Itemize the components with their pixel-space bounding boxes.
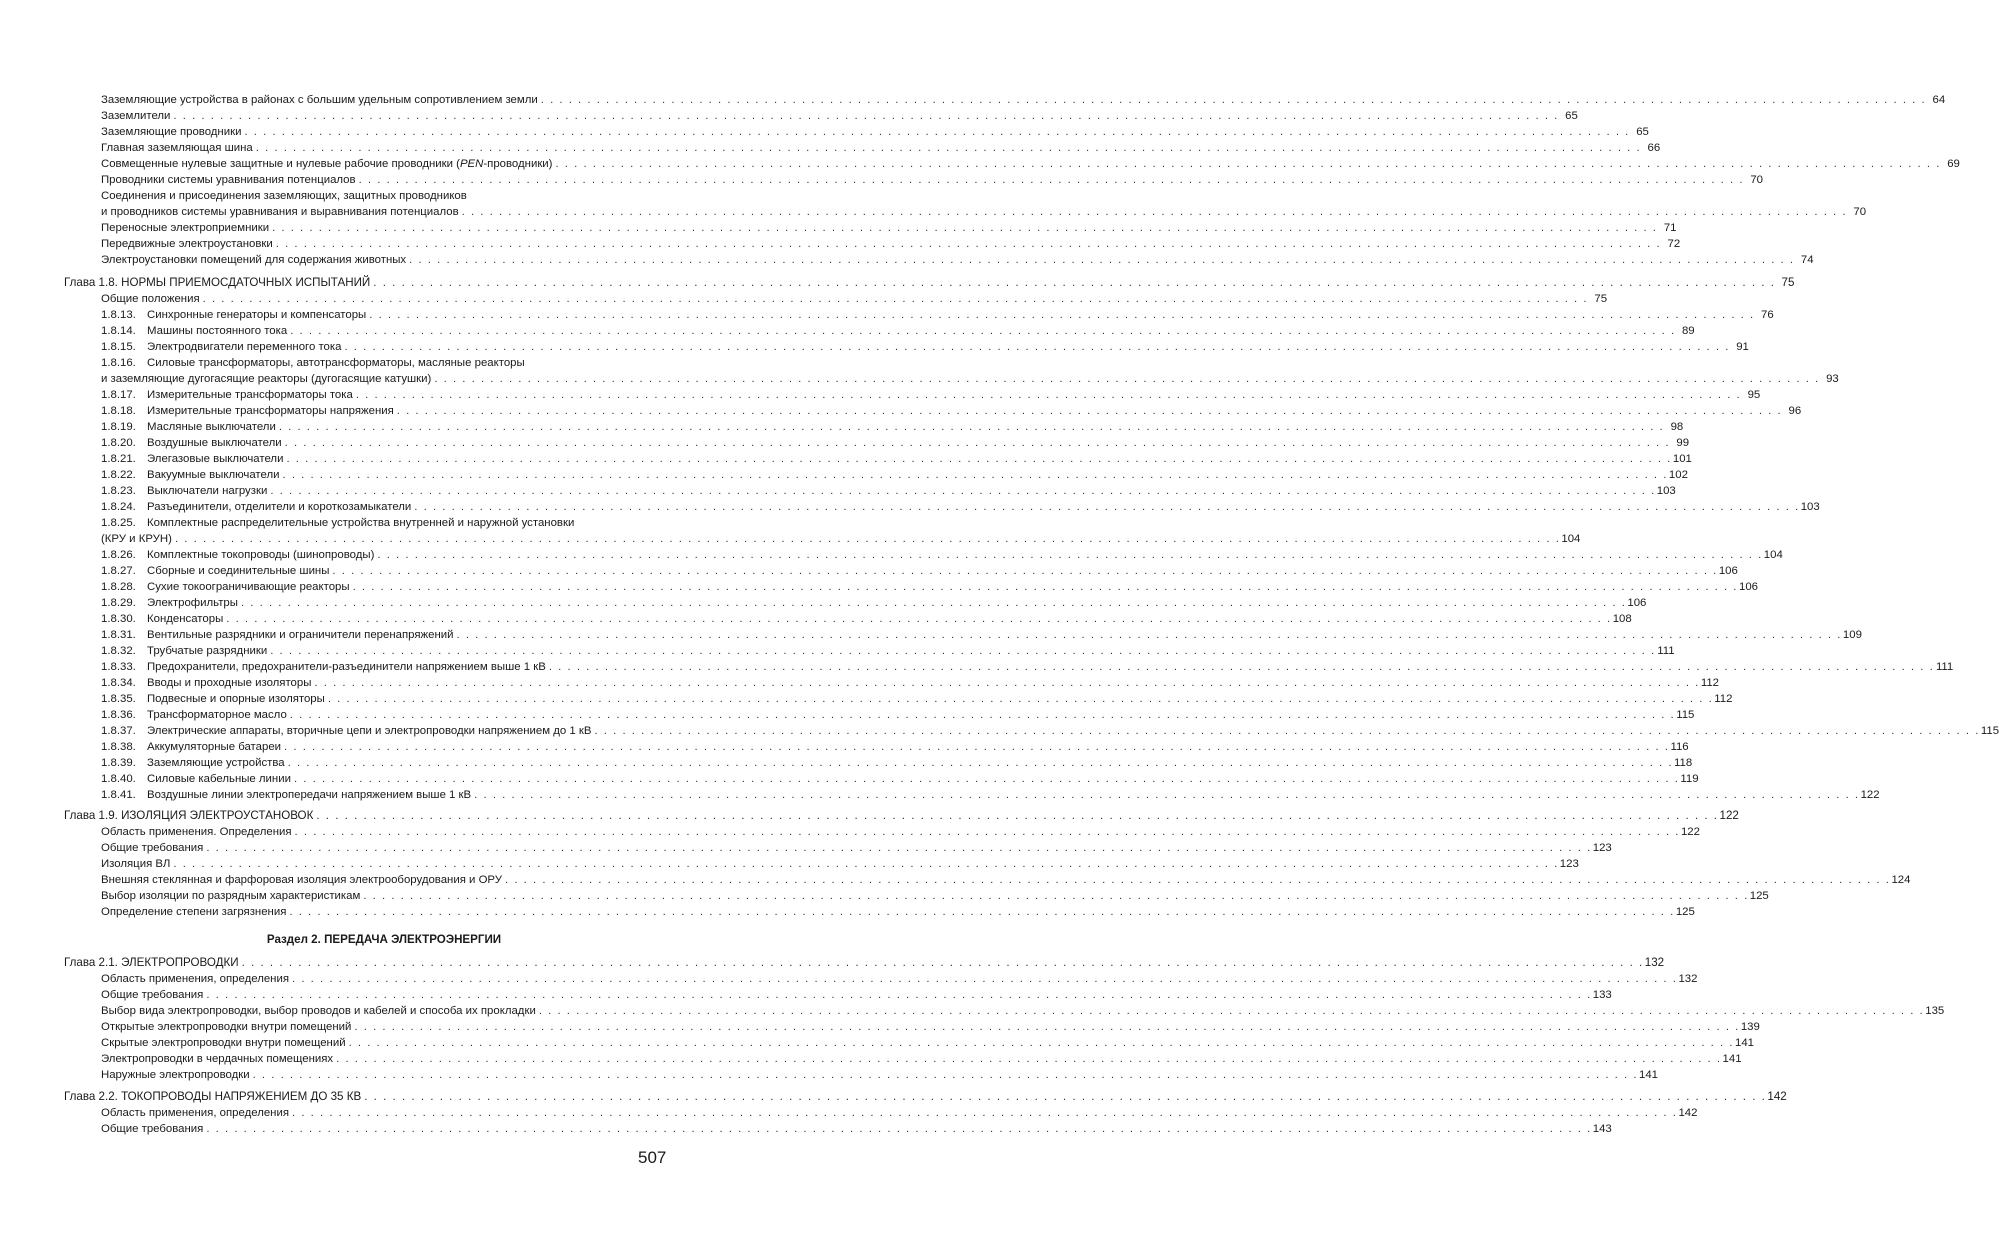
entry-title: Вводы и проходные изоляторы [147,677,312,689]
entry-title: Открытые электропроводки внутри помещений [101,1021,352,1033]
toc-entry[interactable] [101,987,1612,1003]
entry-page-number: 104 [1763,549,1783,561]
toc-entry[interactable] [101,739,1689,755]
entry-page-number: 132 [1644,956,1665,969]
entry-title: Элегазовые выключатели [147,453,284,465]
toc-entry[interactable] [101,611,1632,627]
entry-page-number: 123 [1592,842,1612,854]
entry-page-number: 142 [1767,1090,1787,1103]
entry-title: Электродвигатели переменного тока [147,341,342,353]
entry-title: Выбор изоляции по разрядным характеристикам [101,890,361,902]
entry-number: 1.8.29. [101,597,136,609]
dot-leader [594,723,1979,739]
entry-page-number: 115 [1980,725,1999,737]
entry-page-number: 69 [1947,158,1960,170]
toc-entry[interactable] [101,92,1946,108]
entry-page-number: 141 [1722,1053,1742,1065]
entry-number: 1.8.37. [101,725,136,737]
entry-title: Трубчатые разрядники [147,645,268,657]
toc-entry[interactable] [101,1121,1612,1137]
toc-entry[interactable] [101,971,1698,987]
entry-title: Трансформаторное масло [147,709,287,721]
entry-page-number: 75 [1781,276,1795,289]
dot-leader [541,92,1926,108]
dot-leader [292,971,1677,987]
entry-title: Совмещенные нулевые защитные и нулевые рабочие проводники (PEN-проводники) [101,158,553,170]
dot-leader [369,307,1754,323]
toc-entry[interactable] [101,824,1700,840]
dot-leader [282,467,1667,483]
entry-title: Проводники системы уравнивания потенциалов [101,174,356,186]
entry-title: Измерительные трансформаторы тока [147,389,353,401]
entry-number: 1.8.16. [101,357,136,369]
dot-leader [173,856,1558,872]
toc-entry[interactable] [101,787,1880,803]
toc-entry[interactable] [101,691,1733,707]
entry-title: Предохранители, предохранители-разъединители напряжением выше 1 кВ [147,661,546,673]
entry-title: и проводников системы уравнивания и выравнивания потенциалов [101,206,459,218]
dot-leader [284,739,1669,755]
entry-page-number: 106 [1718,565,1738,577]
entry-number: 1.8.40. [101,773,136,785]
dot-leader [373,275,1775,291]
toc-entry[interactable] [101,1051,1742,1067]
entry-page-number: 115 [1676,709,1695,721]
toc-entry[interactable] [101,483,1676,499]
toc-entry-title-line [101,515,574,531]
entry-title: Силовые трансформаторы, автотрансформаторы, масляные реакторы [147,357,525,369]
entry-number: 1.8.36. [101,709,136,721]
entry-title: Электропроводки в чердачных помещениях [101,1053,334,1065]
entry-page-number: 65 [1636,126,1649,138]
entry-page-number: 72 [1667,238,1681,250]
toc-entry[interactable] [101,172,1763,188]
chapter-title: Глава 1.9. ИЗОЛЯЦИЯ ЭЛЕКТРОУСТАНОВОК [64,809,314,822]
entry-page-number: 133 [1592,989,1612,1001]
chapter-2-1[interactable] [64,955,1665,971]
toc-entry-title-line: Соединения и присоединения заземляющих, защитных проводников [101,190,467,202]
toc-entry[interactable] [101,755,1693,771]
dot-leader [290,323,1675,339]
toc-entry[interactable] [101,371,1839,387]
entry-number: 1.8.26. [101,549,136,561]
dot-leader [414,499,1799,515]
toc-entry[interactable] [101,339,1749,355]
entry-page-number: 141 [1734,1037,1754,1049]
entry-number: 1.8.23. [101,485,136,497]
entry-title: Область применения, определения [101,973,290,985]
dot-leader [349,1035,1734,1051]
toc-entry[interactable] [101,1105,1698,1121]
toc-entry[interactable] [101,675,1720,691]
toc-entry[interactable] [101,888,1769,904]
entry-title: Разъединители, отделители и короткозамыкатели [147,501,412,513]
entry-page-number: 125 [1749,890,1769,902]
dot-leader [505,872,1890,888]
entry-page-number: 103 [1800,501,1820,513]
entry-page-number: 104 [1561,533,1581,545]
entry-title: Подвесные и опорные изоляторы [147,693,325,705]
entry-page-number: 99 [1676,437,1690,449]
toc-entry[interactable] [101,579,1758,595]
entry-page-number: 102 [1668,469,1688,481]
entry-page-number: 103 [1656,485,1676,497]
page-number: 507 [638,1148,667,1167]
entry-title: Заземляющие устройства [147,757,285,769]
dot-leader [206,840,1591,856]
entry-page-number: 112 [1714,693,1733,705]
toc-entry[interactable] [101,307,1774,323]
toc-entry[interactable] [101,1003,1945,1019]
toc-entry[interactable] [101,204,1867,220]
entry-page-number: 74 [1800,254,1814,266]
entry-page-number: 65 [1565,110,1578,122]
dot-leader [456,627,1841,643]
dot-leader [549,659,1934,675]
entry-title: Общие требования [101,989,204,1001]
toc-entry[interactable] [101,108,1578,124]
toc-entry[interactable] [101,643,1675,659]
dot-leader [555,156,1940,172]
entry-title: Определение степени загрязнения [101,906,287,918]
dot-leader [353,579,1738,595]
section-2-heading: Раздел 2. ПЕРЕДАЧА ЭЛЕКТРОЭНЕРГИИ [266,933,502,946]
chapter-2-2[interactable] [64,1089,1787,1105]
toc-entry[interactable] [101,1035,1754,1051]
entry-title: Сборные и соединительные шины [147,565,330,577]
entry-title: Вентильные разрядники и ограничители перенапряжений [147,629,454,641]
dot-leader [272,220,1657,236]
entry-page-number: 64 [1932,94,1946,106]
toc-entry[interactable] [101,840,1612,856]
dot-leader [354,1019,1739,1035]
toc-entry[interactable] [101,1067,1659,1083]
dot-leader [276,236,1661,252]
entry-page-number: 70 [1750,174,1763,186]
entry-page-number: 93 [1826,373,1839,385]
entry-page-number: 111 [1657,645,1675,657]
entry-page-number: 118 [1674,757,1693,769]
toc-entry[interactable] [101,1019,1760,1035]
entry-number: 1.8.39. [101,757,136,769]
entry-title: Измерительные трансформаторы напряжения [147,405,394,417]
dot-leader [356,387,1741,403]
toc-entry[interactable] [101,856,1579,872]
entry-title: Выключатели нагрузки [147,485,268,497]
entry-page-number: 116 [1670,741,1689,753]
entry-page-number: 142 [1678,1107,1698,1119]
entry-page-number: 91 [1736,341,1749,353]
dot-leader [289,904,1674,920]
toc-entry[interactable] [101,707,1695,723]
entry-number: 1.8.22. [101,469,136,481]
entry-page-number: 70 [1853,206,1867,218]
dot-leader [279,419,1664,435]
entry-page-number: 122 [1680,826,1700,838]
entry-page-number: 106 [1738,581,1758,593]
entry-number: 1.8.19. [101,421,136,433]
entry-number: 1.8.17. [101,389,136,401]
entry-title: Конденсаторы [147,613,224,625]
toc-entry[interactable] [101,220,1677,236]
dot-leader [409,252,1794,268]
entry-title: Вакуумные выключатели [147,469,280,481]
toc-entry[interactable] [101,419,1684,435]
entry-number: 1.8.24. [101,501,136,513]
entry-page-number: 75 [1594,293,1608,305]
entry-page-number: 96 [1788,405,1802,417]
toc-entry[interactable] [101,467,1688,483]
entry-number: 1.8.32. [101,645,136,657]
entry-page-number: 76 [1760,309,1774,321]
dot-leader [226,611,1611,627]
entry-title: Электрофильтры [147,597,238,609]
toc-entry[interactable] [101,403,1802,419]
dot-leader [292,1105,1677,1121]
toc-entry[interactable] [101,904,1695,920]
entry-title: Заземляющие устройства в районах с большим удельным сопротивлением земли [101,94,538,106]
toc-entry[interactable] [101,291,1608,307]
dot-leader [244,124,1629,140]
entry-page-number: 66 [1647,142,1661,154]
dot-leader [175,531,1560,547]
dot-leader [336,1051,1721,1067]
entry-page-number: 109 [1842,629,1862,641]
entry-page-number: 135 [1925,1005,1945,1017]
dot-leader [359,172,1744,188]
entry-title: Выбор вида электропроводки, выбор проводов и кабелей и способа их прокладки [101,1005,536,1017]
entry-title: Синхронные генераторы и компенсаторы [147,309,367,321]
entry-number: 1.8.34. [101,677,136,689]
entry-title: Наружные электропроводки [101,1069,250,1081]
entry-title: Аккумуляторные батареи [147,741,282,753]
entry-title: Заземлители [101,110,171,122]
entry-number: 1.8.20. [101,437,136,449]
dot-leader [206,1121,1591,1137]
entry-number: 1.8.30. [101,613,136,625]
chapter-title: Глава 2.1. ЭЛЕКТРОПРОВОДКИ [64,956,239,969]
entry-number: 1.8.27. [101,565,136,577]
dot-leader [203,291,1588,307]
toc-entry-title-line [101,355,525,371]
toc-entry[interactable] [101,451,1692,467]
entry-number: 1.8.18. [101,405,136,417]
entry-page-number: 122 [1719,809,1739,822]
entry-title: Передвижные электроустановки [101,238,273,250]
entry-title: Комплектные токопроводы (шинопроводы) [147,549,375,561]
entry-page-number: 125 [1675,906,1695,918]
entry-page-number: 106 [1627,597,1647,609]
toc-entry[interactable] [101,723,1999,739]
entry-page-number: 119 [1680,773,1699,785]
entry-title: Электроустановки помещений для содержания животных [101,254,407,266]
entry-title: Изоляция ВЛ [101,858,171,870]
dot-leader [288,755,1673,771]
dot-leader [294,771,1679,787]
entry-title: Машины постоянного тока [147,325,288,337]
dot-leader [241,595,1626,611]
entry-page-number: 95 [1747,389,1761,401]
dot-leader [539,1003,1924,1019]
entry-page-number: 98 [1670,421,1684,433]
entry-number: 1.8.21. [101,453,136,465]
entry-title: Главная заземляющая шина [101,142,253,154]
entry-title: Комплектные распределительные устройства внутренней и наружной установки [147,517,575,529]
entry-title: Заземляющие проводники [101,126,242,138]
entry-title: Воздушные выключатели [147,437,282,449]
dot-leader [314,675,1699,691]
entry-title: Общие требования [101,1123,204,1135]
entry-title: (КРУ и КРУН) [101,533,172,545]
entry-number: 1.8.25. [101,517,136,529]
toc-entry[interactable] [101,323,1695,339]
chapter-title: Глава 2.2. ТОКОПРОВОДЫ НАПРЯЖЕНИЕМ ДО 35 КВ [64,1090,362,1103]
toc-entry[interactable] [101,124,1649,140]
dot-leader [434,371,1819,387]
entry-page-number: 112 [1700,677,1720,689]
entry-number: 1.8.15. [101,341,136,353]
entry-title: и заземляющие дугогасящие реакторы (дугогасящие катушки) [101,373,432,385]
dot-leader [328,691,1713,707]
dot-leader [206,987,1591,1003]
entry-page-number: 89 [1681,325,1695,337]
dot-leader [363,888,1748,904]
toc-entry[interactable] [101,435,1690,451]
dot-leader [316,808,1718,824]
toc-entry[interactable] [101,156,1960,172]
dot-leader [474,787,1859,803]
entry-title: Область применения. Определения [101,826,292,838]
dot-leader [295,824,1680,840]
entry-title: Скрытые электропроводки внутри помещений [101,1037,346,1049]
chapter-title: Глава 1.8. НОРМЫ ПРИЕМОСДАТОЧНЫХ ИСПЫТАНИЙ [64,276,371,289]
entry-page-number: 139 [1740,1021,1760,1033]
toc-entry[interactable] [101,140,1661,156]
entry-number: 1.8.41. [101,789,136,801]
dot-leader [242,955,1644,971]
dot-leader [377,547,1762,563]
dot-leader [364,1089,1766,1105]
entry-page-number: 108 [1612,613,1632,625]
entry-title: Общие положения [101,293,200,305]
entry-page-number: 132 [1678,973,1698,985]
entry-title: Переносные электроприемники [101,222,270,234]
entry-title: Силовые кабельные линии [147,773,291,785]
dot-leader [290,707,1675,723]
toc-entry[interactable] [101,872,1911,888]
entry-title: Внешняя стеклянная и фарфоровая изоляция электрооборудования и ОРУ [101,874,503,886]
toc-entry[interactable] [101,236,1681,252]
dot-leader [462,204,1847,220]
entry-page-number: 101 [1672,453,1692,465]
dot-leader [173,108,1558,124]
dot-leader [270,643,1655,659]
dot-leader [285,435,1670,451]
entry-number: 1.8.14. [101,325,136,337]
toc-entry[interactable] [101,387,1761,403]
chapter-1-9[interactable] [64,808,1739,824]
entry-title: Воздушные линии электропередачи напряжением выше 1 кВ [147,789,472,801]
entry-number: 1.8.31. [101,629,136,641]
entry-page-number: 111 [1935,661,1954,673]
dot-leader [270,483,1655,499]
entry-page-number: 122 [1860,789,1880,801]
dot-leader [286,451,1671,467]
toc-entry[interactable] [101,563,1738,579]
entry-title: Общие требования [101,842,204,854]
dot-leader [253,1067,1638,1083]
toc-entry[interactable] [101,771,1699,787]
dot-leader [344,339,1729,355]
dot-leader [332,563,1717,579]
entry-page-number: 71 [1663,222,1677,234]
entry-number: 1.8.28. [101,581,136,593]
toc-entry[interactable] [101,659,1954,675]
entry-number: 1.8.38. [101,741,136,753]
entry-title: Электрические аппараты, вторичные цепи и электропроводки напряжением до 1 кВ [147,725,592,737]
toc-entry[interactable] [101,547,1783,563]
entry-title: Сухие токоограничивающие реакторы [147,581,350,593]
entry-title: Масляные выключатели [147,421,276,433]
entry-page-number: 123 [1559,858,1579,870]
toc-entry[interactable] [101,531,1581,547]
entry-number: 1.8.35. [101,693,136,705]
entry-page-number: 124 [1891,874,1911,886]
toc-entry[interactable] [101,595,1647,611]
entry-title: Область применения, определения [101,1107,290,1119]
toc-entry[interactable] [101,252,1814,268]
dot-leader [256,140,1641,156]
entry-page-number: 141 [1639,1069,1659,1081]
entry-number: 1.8.13. [101,309,136,321]
chapter-1-8[interactable] [64,275,1795,291]
entry-page-number: 143 [1592,1123,1612,1135]
dot-leader [397,403,1782,419]
toc-entry[interactable] [101,499,1820,515]
entry-number: 1.8.33. [101,661,136,673]
toc-entry[interactable] [101,627,1862,643]
